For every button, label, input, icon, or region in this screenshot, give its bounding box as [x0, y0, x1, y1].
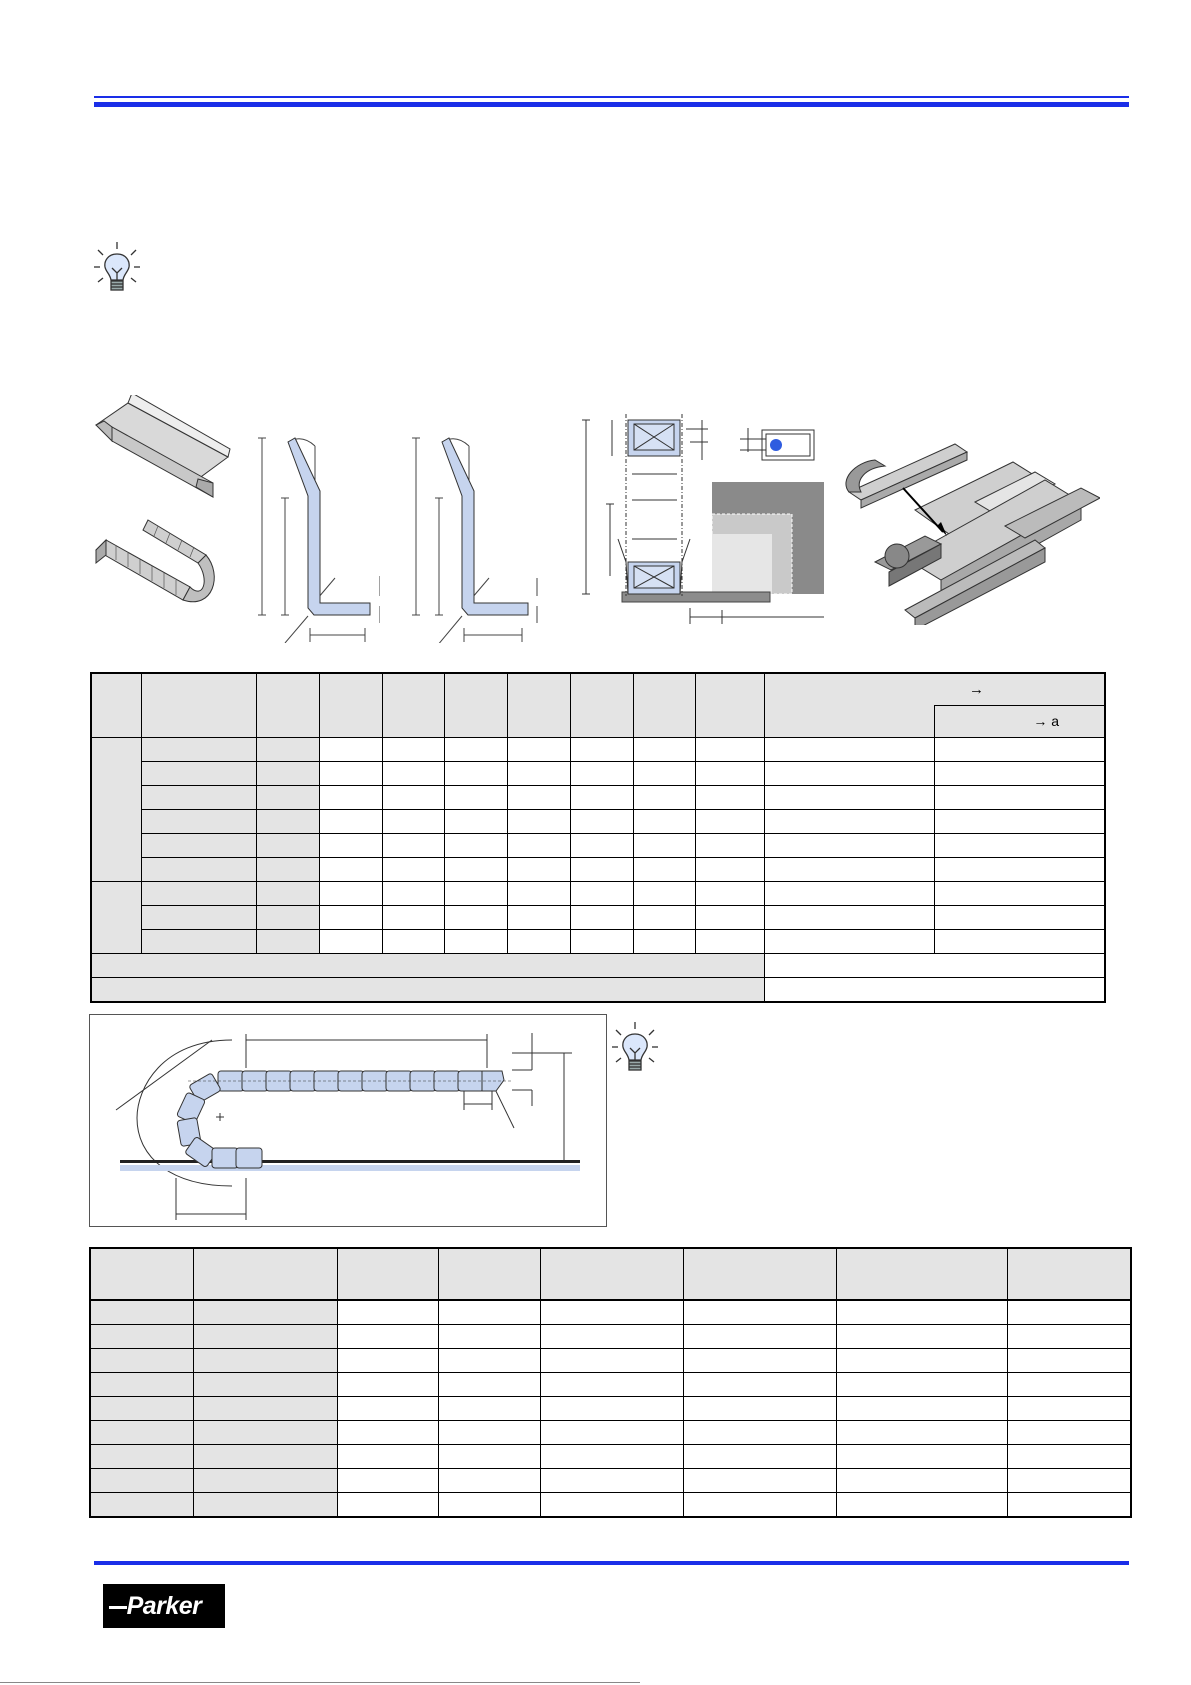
- header-arrow-bottom: → a: [1033, 713, 1059, 730]
- profile-section-a: [250, 428, 380, 643]
- page-bottom-line: [0, 1682, 640, 1683]
- header-rule-thin: [94, 96, 1129, 98]
- gantry-system-illustration: [845, 440, 1100, 625]
- logo-text: Parker: [126, 1592, 202, 1620]
- footer-rule: [94, 1561, 1129, 1565]
- trough-and-chain-illustration: [88, 395, 238, 620]
- lightbulb-tip-icon: [92, 240, 142, 298]
- spec-table-two: [89, 1247, 1132, 1518]
- cross-section-diagram: [572, 414, 827, 639]
- header-rule-thick: [94, 102, 1129, 107]
- parker-logo: [103, 1584, 225, 1628]
- lightbulb-tip-icon-2: [610, 1020, 660, 1078]
- profile-section-b: [404, 428, 539, 643]
- drag-chain-diagram: [92, 1018, 602, 1223]
- spec-table-one: [90, 672, 1106, 1003]
- header-arrow-top: →: [969, 681, 984, 698]
